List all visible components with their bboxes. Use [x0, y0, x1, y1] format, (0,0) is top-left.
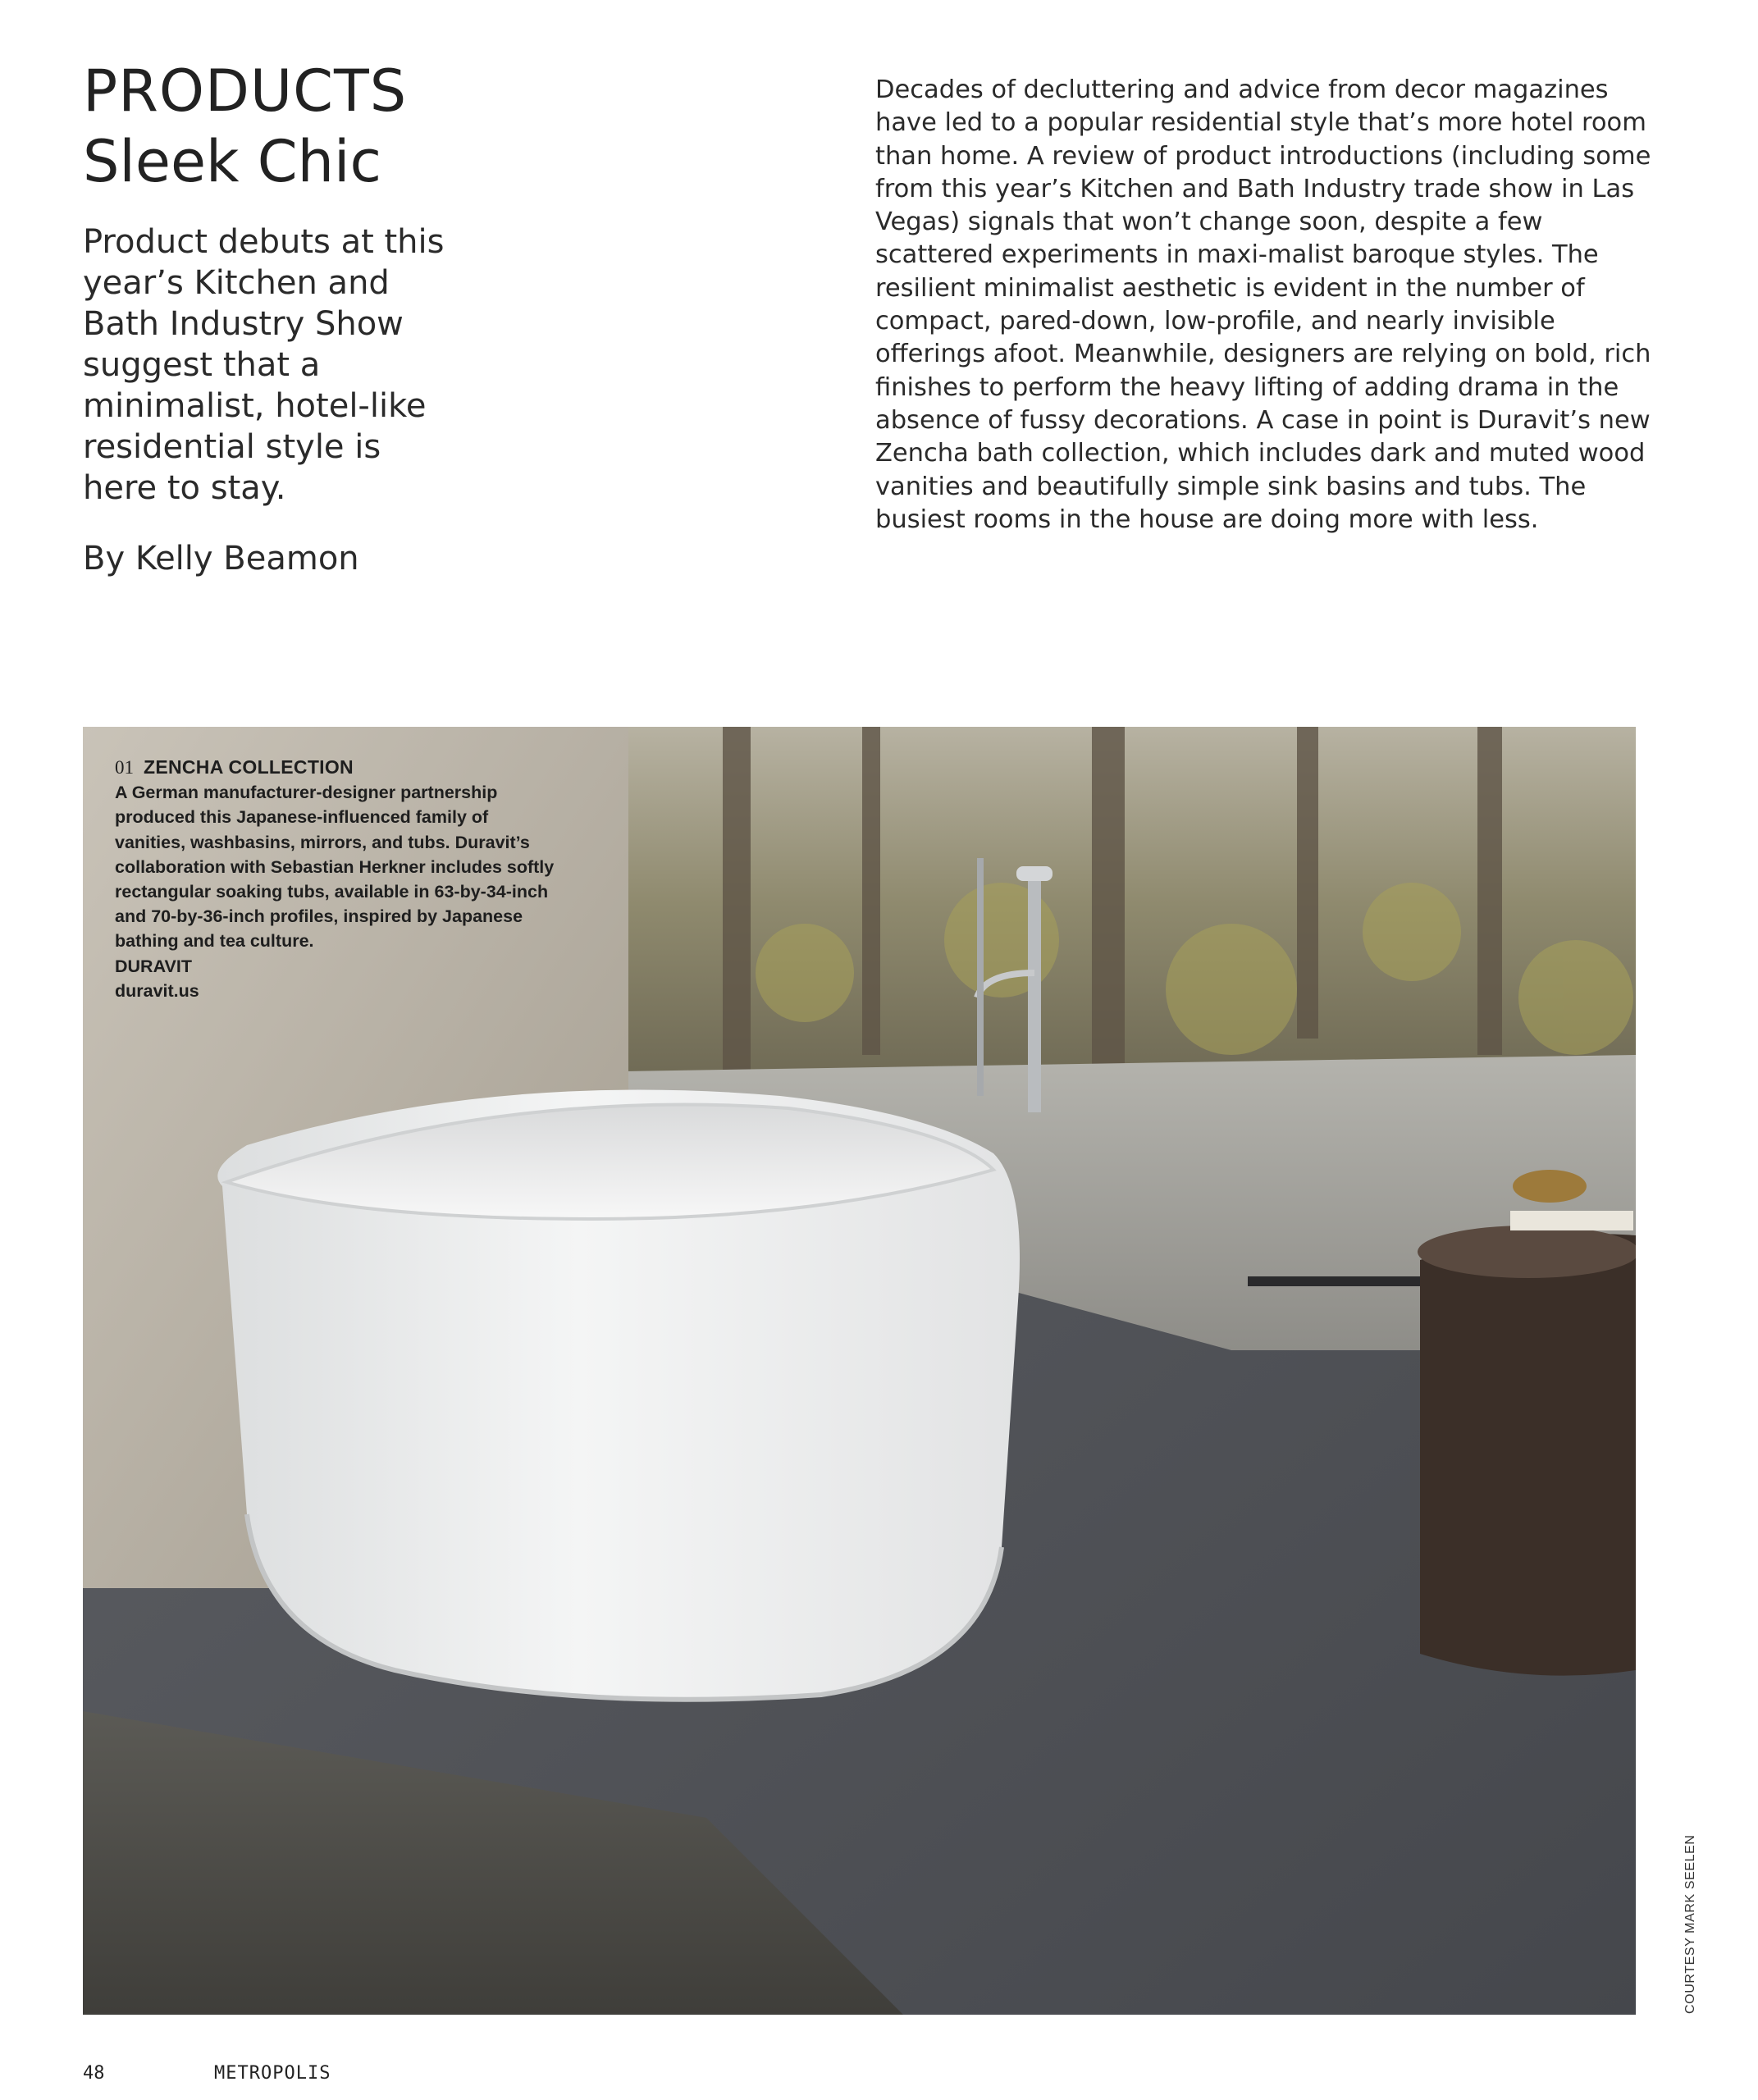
caption-text: A German manufacturer-designer partnership produced this Japanese-influenced family of vanities, washbasins, mirrors, and tubs. Duravit’s collaboration with Sebastian Herkner includes softly rectangular soaking tubs, available in 63-by-34-inch and 70-by-36-inch profiles, inspired by Japanese bathing and tea culture.: [115, 783, 555, 952]
caption-brand: DURAVIT: [115, 956, 192, 976]
caption-url[interactable]: duravit.us: [115, 980, 199, 1001]
article-body: Decades of decluttering and advice from decor magazines have led to a popular residential style that’s more hotel room than home. A review of product introductions (including some from this year’s Kitchen and Bath Industry trade show in Las Vegas) signals that won’t change soon, despite a few scattered experiments in maxi-malist baroque styles. The resilient minimalist aesthetic is evident in the number of compact, pared-down, low-profile, and nearly invisible offerings afoot. Meanwhile, designers are relying on bold, rich finishes to perform the heavy lifting of adding drama in the absence of fussy decorations. A case in point is Duravit’s new Zencha bath collection, which includes dark and muted wood vanities and beautifully simple sink basins and tubs. The busiest rooms in the house are doing more with less.: [875, 75, 1651, 534]
caption-title: ZENCHA COLLECTION: [144, 756, 354, 778]
photo-caption: [115, 755, 558, 1003]
page-number: 48: [83, 2063, 105, 2084]
article-dek: Product debuts at this year’s Kitchen and Bath Industry Show suggest that a minimalist, hotel-like residential style is here to stay.: [83, 223, 445, 507]
photo-credit: COURTESY MARK SEELEN: [1683, 1834, 1697, 2014]
section-label: PRODUCTS: [83, 57, 408, 125]
caption-number: 01: [115, 757, 134, 778]
byline: By Kelly Beamon: [83, 540, 359, 578]
article-title: Sleek Chic: [83, 128, 381, 195]
magazine-name: METROPOLIS: [214, 2063, 331, 2084]
